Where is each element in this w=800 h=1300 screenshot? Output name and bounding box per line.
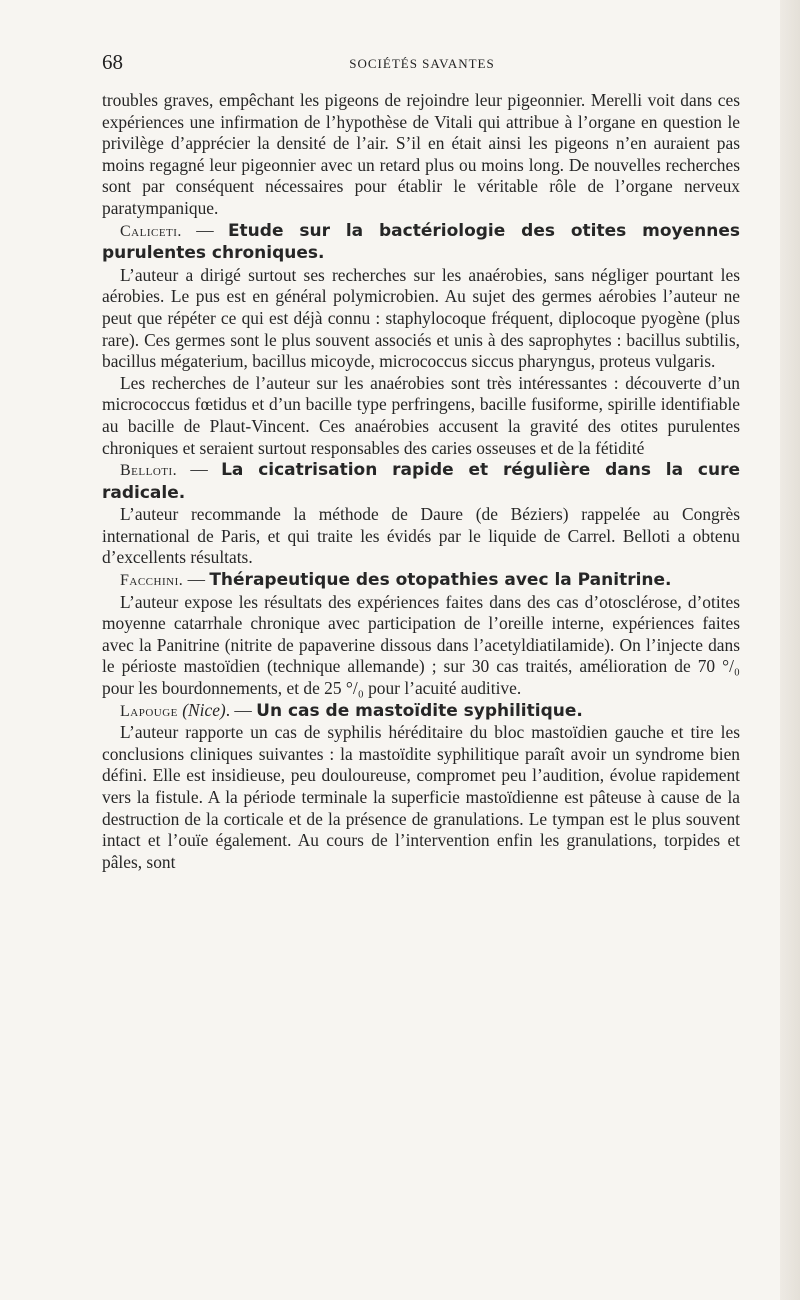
article-heading [102,569,740,592]
article-paragraph: L’auteur recommande la méthode de Daure (de Béziers) rappelée au Congrès international de Paris, et qui traite les évidés par le liquide de Carrel. Belloti a obtenu d’excellents résultats. [102,504,740,568]
article-author: Lapouge [120,702,178,720]
article-caliceti [102,220,740,460]
article-facchini [102,569,740,700]
article-lapouge [102,700,740,874]
article-belloti [102,459,740,569]
article-author: Facchini. [120,572,184,590]
body-text [102,90,740,873]
article-title: Thérapeutique des otopathies avec la Panitrine. [209,570,672,591]
article-title: La cicatrisation rapide et régulière dans la cure radicale. [102,460,740,503]
heading-dash: — [183,569,210,590]
article-place: (Nice) [182,699,226,720]
article-paragraph: L’auteur rapporte un cas de syphilis héréditaire du bloc mastoïdien gauche et tire les conclusions cliniques suivantes : la mastoïdite syphilitique paraît avoir un syndrome bien défini. Elle est insidieuse, peu douloureuse, compromet peu l’audition, évolue rapidement vers la fistule. A la période terminale la superficie mastoïdienne est pâteuse à cause de la destruction de la corticale et de la présence de granulations. Le tympan est le plus souvent intact et l’ouïe également. Au cours de l’intervention enfin les granulations, torpides et pâles, sont [102,722,740,872]
article-heading [102,459,740,504]
article-title: Un cas de mastoïdite syphilitique. [256,700,583,721]
page-header [102,50,742,74]
page-number: 68 [102,50,123,74]
article-author: Belloti. [120,462,178,480]
article-heading [102,220,740,265]
running-title: SOCIÉTÉS SAVANTES [349,56,495,71]
article-paragraph: L’auteur a dirigé surtout ses recherches sur les anaérobies, sans négliger pourtant les aérobies. Le pus est en général polymicrobien. Au sujet des germes aérobies l’auteur ne peut que répéter ce qui est déjà connu : staphylocoque fréquent, diplocoque pyogène (plus rare). Ces germes sont le plus souvent associés et unis à des saprophytes : bacillus subtilis, bacillus mégaterium, bacillus micoyde, micrococcus siccus pharyngus, proteus vulgaris. [102,264,740,372]
heading-dash: . — [225,699,257,720]
article-title: Etude sur la bactériologie des otites moyennes purulentes chroniques. [102,220,740,264]
article-author: Caliceti. [120,222,182,240]
page-edge [780,0,800,1300]
article-heading [102,700,740,723]
heading-dash: — [181,219,228,240]
article-paragraph: L’auteur expose les résultats des expériences faites dans des cas d’otosclérose, d’otites moyenne catarrhale chronique avec participation de l’oreille interne, expériences faites avec la Panitrine (nitrite de papaverine dissous dans l’acetyldiatilamide). On l’injecte dans le périoste mastoïdien (technique allemande) ; sur 30 cas traités, amélioration de 70 °/₀ pour les bourdonnements, et de 25 °/₀ pour l’acuité auditive. [102,591,740,699]
continuation-paragraph: troubles graves, empêchant les pigeons de rejoindre leur pigeonnier. Merelli voit dans ces expériences une infirmation de l’hypothèse de Vitali qui attribue à l’organe en question le privilège d’apprécier la densité de l’air. S’il en était ainsi les pigeons n’en auraient pas moins regagné leur pigeonnier avec un retard plus ou moins long. De nouvelles recherches sont par conséquent nécessaires pour établir le véritable rôle de l’organe nerveux paratympanique. [102,90,740,218]
article-paragraph: Les recherches de l’auteur sur les anaérobies sont très intéressantes : découverte d’un micrococcus fœtidus et d’un bacille type perfringens, bacille fusiforme, spirille identifiable au bacille de Plaut-Vincent. Ces anaérobies accusent la gravité des otites purulentes chroniques et seraient surtout responsables des caries osseuses et de la fétidité [102,372,740,458]
heading-dash: — [177,459,222,480]
